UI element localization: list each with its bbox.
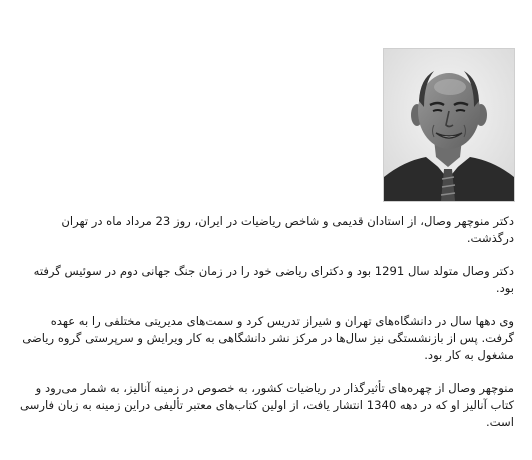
- paragraph-legacy: منوچهر وصال از چهره‌های تأثیرگذار در ریاضیات کشور، به خصوص در زمینه آنالیز، به شمار می‌رود و کتاب آنالیز او که در دهه 1340 انتشار یافت، از اولین کتاب‌های معتبر تألیفی دراین زمینه به زبان فارسی است.: [19, 381, 514, 429]
- paragraph-death-announcement: دکتر منوچهر وصال، از استادان قدیمی و شاخص ریاضیات در ایران، روز 23 مرداد ماه در تهران درگذشت.: [61, 214, 514, 245]
- paragraph-career: وی دهها سال در دانشگاه‌های تهران و شیراز تدریس کرد و سمت‌های مدیریتی مختلفی را به عهده گرفت. پس از بازنشستگی نیز سال‌ها در مرکز نشر دانشگاهی به کار ویرایش و سرپرستی گروه ریاضی مشغول به کار بود.: [22, 314, 514, 362]
- article-body: [18, 213, 514, 447]
- portrait-illustration: [384, 49, 514, 201]
- paragraph-birth-education: دکتر وصال متولد سال 1291 بود و دکترای ریاضی خود را در زمان جنگ جهانی دوم در سوئیس گرفته بود.: [33, 264, 514, 295]
- portrait-photo: [383, 48, 515, 202]
